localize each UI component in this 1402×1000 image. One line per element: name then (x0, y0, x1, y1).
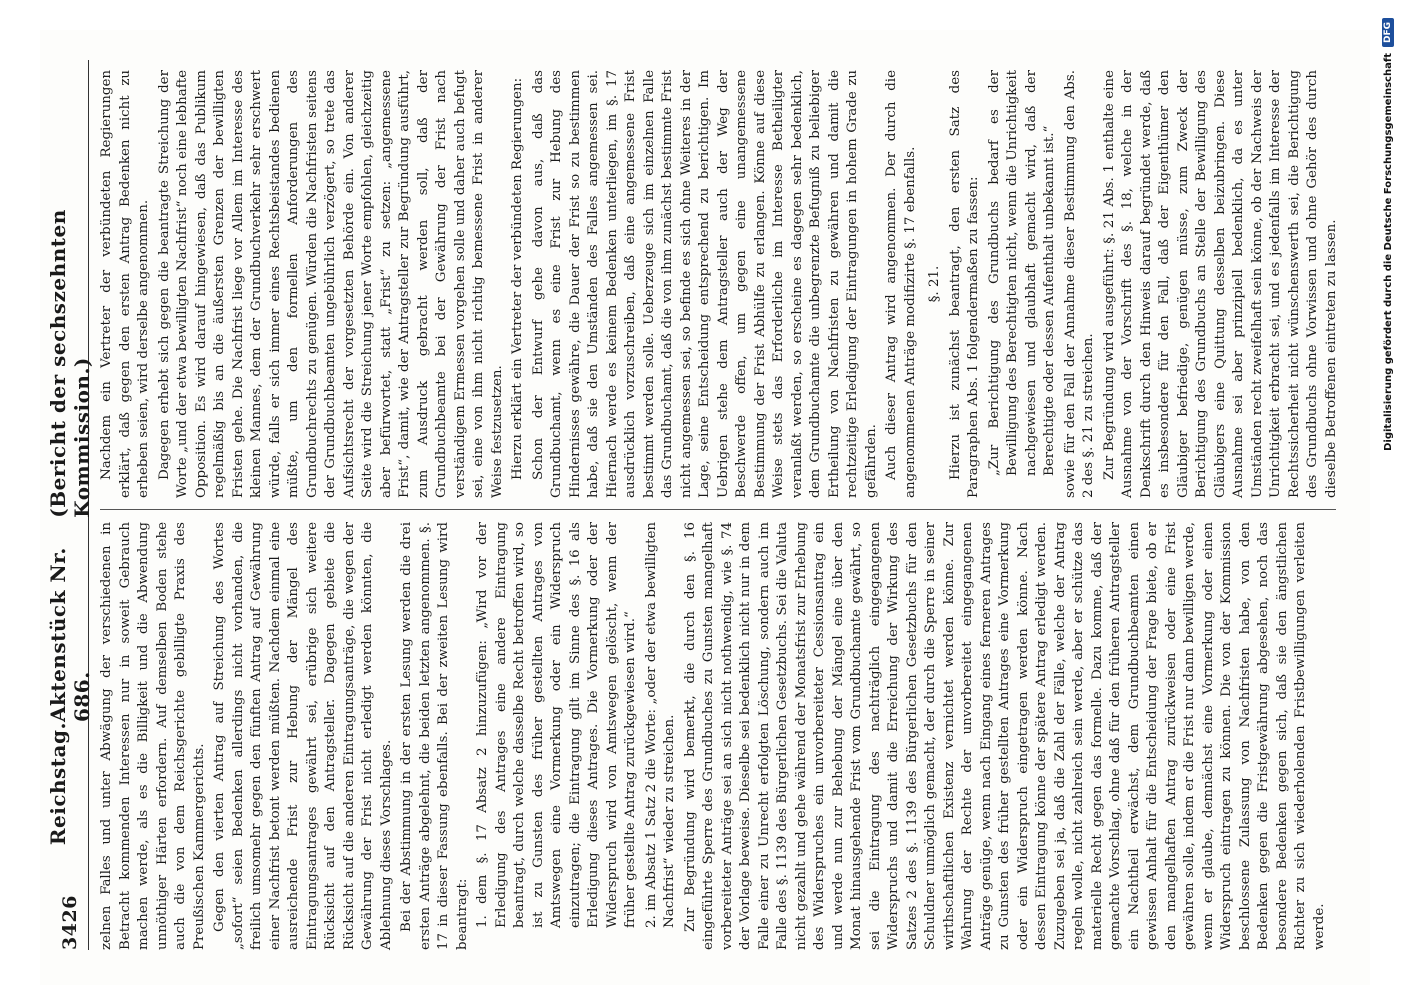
paragraph: Gegen den vierten Antrag auf Streichung des Wortes „sofort“ seien Bedenken allerdings nicht vorhanden, die freilich umsomehr gegen den fünften Antrag auf Gewährung einer Nachfrist betont werden müßten. Nachdem einmal eine ausreichende Frist zur Hebung der Mängel des Eintragungsantrages gewährt sei, erübrige sich weitere Rücksicht auf den Antragsteller. Dagegen gebiete die Rücksicht auf die anderen Eintragungsanträge, die wegen der Gewährung der Frist nicht erledigt werden könnten, die Ablehnung dieses Vorschlages. (212, 522, 394, 950)
right-text-column (98, 70, 1338, 498)
left-text-column (98, 522, 1338, 950)
notice-text: Digitalisierung gefördert durch die Deutsche Forschungsgemeinschaft (1382, 53, 1394, 451)
dfg-logo: DFG (1382, 18, 1394, 47)
paragraph: Dagegen erhebt sich gegen die beantragte Streichung der Worte „und der etwa bewilligten Nachfrist“ noch eine lebhafte Opposition. Es wird darauf hingewiesen, daß das Publikum regelmäßig bis an die äußersten Grenzen der bewilligten Fristen gehe. Die Nachfrist liege vor Allem im Interesse des kleinen Mannes, dem der Grundbuchverkehr sehr erschwert würde, falls er sich immer eines Rechtsbeistandes bedienen müßte, um den formellen Anforderungen des Grundbuchrechts zu genügen. Würden die Nachfristen seitens der Grundbuchbeamten ungebührlich verzögert, so trete das Aufsichtsrecht der vorgesetzten Behörde ein. Von anderer Seite wird die Streichung jener Worte empfohlen, gleichzeitig aber befürwortet, statt „Frist“ zu setzen: „angemessene Frist“, damit, wie der Antragsteller zur Begründung ausführt, zum Ausdruck gebracht werden soll, daß der Grundbuchbeamte bei der Gewährung der Frist nach verständigem Ermessen vorgehen solle und daher auch befugt sei, eine von ihm nicht richtig bemessene Frist in anderer Weise festzusetzen. (156, 70, 505, 498)
column-divider (100, 509, 1336, 510)
paragraph: Nachdem ein Vertreter der verbündeten Regierungen erklärt, daß gegen den ersten Antrag Bedenken nicht zu erheben seien, wird derselbe angenommen. (99, 70, 151, 498)
paragraph: Zur Begründung wird ausgeführt: §. 21 Abs. 1 enthalte eine Ausnahme von der Vorschrift des §. 18, welche in der Denkschrift durch den Hinweis darauf begründet werde, daß es insbesondere für den Fall, daß der Eigenthümer den Gläubiger befriedige, genügen müsse, zum Zweck der Berichtigung des Grundbuchs an Stelle der Bewilligung des Gläubigers eine Quittung desselben beizubringen. Diese Ausnahme sei aber prinzipiell bedenklich, da es unter Umständen recht zweifelhaft sein könne, ob der Nachweis der Unrichtigkeit erbracht sei, und es jedenfalls im Interesse der Rechtssicherheit nicht wünschenswerth sei, die Berichtigung des Grundbuchs ohne Vorwissen und ohne Gehör des durch dieselbe Betroffenen eintreten zu lassen. (1101, 70, 1339, 498)
paragraph: Schon der Entwurf gehe davon aus, daß das Grundbuchamt, wenn es eine Frist zur Hebung des Hindernisses gewähre, die Dauer der Frist so zu bestimmen habe, daß sie den Umständen des Falles angemessen sei. Hiernach werde es keinem Bedenken unterliegen, im §. 17 ausdrücklich vorzuschreiben, daß eine angemessene Frist bestimmt werden solle. Ueberzeuge sich im einzelnen Falle das Grundbuchamt, daß die von ihm zunächst bestimmte Frist nicht angemessen sei, so befinde es sich ohne Weiteres in der Lage, seine Entscheidung entsprechend zu berichtigen. Im Uebrigen stehe dem Antragsteller auch der Weg der Beschwerde offen, um gegen eine unangemessene Bestimmung der Frist Abhülfe zu erlangen. Könne auf diese Weise stets das Erforderliche im Interesse Betheiligter veranlaßt werden, so erscheine es dagegen sehr bedenklich, dem Grundbuchamte die unbegrenzte Befugniß zu beliebiger Ertheilung von Nachfristen zu gewähren und damit die rechtzeitige Erledigung der Eintragungen in hohem Grade zu gefährden. (530, 70, 879, 498)
paragraph: Zur Begründung wird bemerkt, die durch den §. 16 eingeführte Sperre des Grundbuches zu Gunsten mangelhaft vorbereiteter Anträge sei an sich nicht nothwendig, wie §. 74 der Vorlage beweise. Dieselbe sei bedenklich nicht nur in dem Falle einer zu Unrecht erfolgten Löschung, sondern auch im Falle des §. 1139 des Bürgerlichen Gesetzbuchs. Sei die Valuta nicht gezahlt und gehe während der Monatsfrist zur Erhebung des Widerspruches ein unvorbereiteter Cessionsantrag ein und werde nun zur Behebung der Mängel eine über den Monat hinausgehende Frist vom Grundbuchamte gewährt, so sei die Eintragung des nachträglich eingegangenen Widerspruchs und damit die Erreichung der Wirkung des Satzes 2 des §. 1139 des Bürgerlichen Gesetzbuchs für den Schuldner unmöglich gemacht, der durch die Sperre in seiner wirthschaftlichen Existenz vernichtet werden könne. Zur Wahrung der Rechte der unvorbereitet eingegangenen Anträge genüge, wenn nach Eingang eines ferneren Antrages zu Gunsten des früher gestellten Antrages eine Vormerkung oder ein Widerspruch eingetragen werden könne. Nach dessen Eintragung könne der spätere Antrag erledigt werden. Zuzugeben sei ja, daß die Zahl der Fälle, welche der Antrag regeln wolle, nicht zahlreich sein werde, aber er schütze das materielle Recht gegen das formelle. Dazu komme, daß der gemachte Vorschlag, ohne daß für den früheren Antragsteller ein Nachtheil erwächst, dem Grundbuchbeamten einen gewissen Anhalt für die Entscheidung der Frage biete, ob er den mangelhaften Antrag zurückweisen oder eine Frist gewähren solle, indem er die Frist nur dann bewilligen werde, wenn er glaube, demnächst eine Vormerkung oder einen Widerspruch eintragen zu können. Die von der Kommission beschlossene Zulassung von Nachfristen habe, von den Bedenken gegen die Fristgewährung abgesehen, noch das besondere Bedenken gegen sich, daß sie den ängstlichen Richter zu sich wiederholenden Fristbewilligungen verleiten werde. (682, 522, 1327, 950)
paragraph: Hierzu ist zunächst beantragt, den ersten Satz des Paragraphen Abs. 1 folgendermaßen zu fassen: (947, 70, 981, 498)
quoted-paragraph: „Zur Berichtigung des Grundbuchs bedarf es der Bewilligung des Berechtigten nicht, wenn die Unrichtigkeit nachgewiesen und glaubhaft gemacht wird, daß der Berechtigte oder dessen Aufenthalt unbekannt ist.“ (986, 70, 1057, 476)
header-publisher: Reichstag. (46, 722, 70, 846)
paragraph: Auch dieser Antrag wird angenommen. Der durch die angenommenen Anträge modifizirte §. 17 ebenfalls. (884, 70, 918, 498)
paragraph: Bei der Abstimmung in der ersten Lesung werden die drei ersten Anträge abgelehnt, die beiden letzten angenommen. §. 17 in dieser Fassung ebenfalls. Bei der zweiten Lesung wird beantragt: (399, 522, 470, 950)
paragraph: sowie für den Fall der Annahme dieser Bestimmung den Abs. 2 des §. 21 zu streichen. (1062, 70, 1096, 498)
page-header (46, 60, 94, 950)
header-document: Aktenstück Nr. 686. (46, 547, 94, 723)
quoted-paragraph: 1. dem §. 17 Absatz 2 hinzuzufügen: „Wird vor der Erledigung des Antrages eine andere Eintragung beantragt, durch welche dasselbe Recht betroffen wird, so ist zu Gunsten des früher gestellten Antrages von Amtswegen eine Vormerkung oder ein Widerspruch einzutragen; die Eintragung gilt im Sinne des §. 16 als Erledigung dieses Antrages. Die Vormerkung oder der Widerspruch wird von Amtswegen gelöscht, wenn der früher gestellte Antrag zurückgewiesen wird.“ (475, 522, 638, 928)
header-report: (Bericht der sechszehnten Kommission.) (46, 209, 94, 518)
paragraph: Hierzu erklärt ein Vertreter der verbündeten Regierungen: (510, 77, 525, 480)
section-heading: §. 21. (927, 265, 942, 303)
digitization-notice (1352, 18, 1394, 988)
page-number: 3426 (59, 895, 81, 950)
paragraph: zelnen Falles und unter Abwägung der verschiedenen in Betracht kommenden Interessen nur in soweit Gebrauch machen werde, als es die Billigkeit und die Abwendung unnöthiger Härten erfordern. Auf demselben Boden stehe auch die von dem Reichsgerichte gebilligte Praxis des Preußischen Kammergerichts. (99, 522, 207, 950)
quoted-paragraph: 2. im Absatz 1 Satz 2 die Worte: „oder der etwa bewilligten Nachfrist“ wieder zu streichen. (643, 522, 677, 928)
rotated-page-content (46, 60, 1342, 950)
scanned-page (40, 30, 1370, 985)
